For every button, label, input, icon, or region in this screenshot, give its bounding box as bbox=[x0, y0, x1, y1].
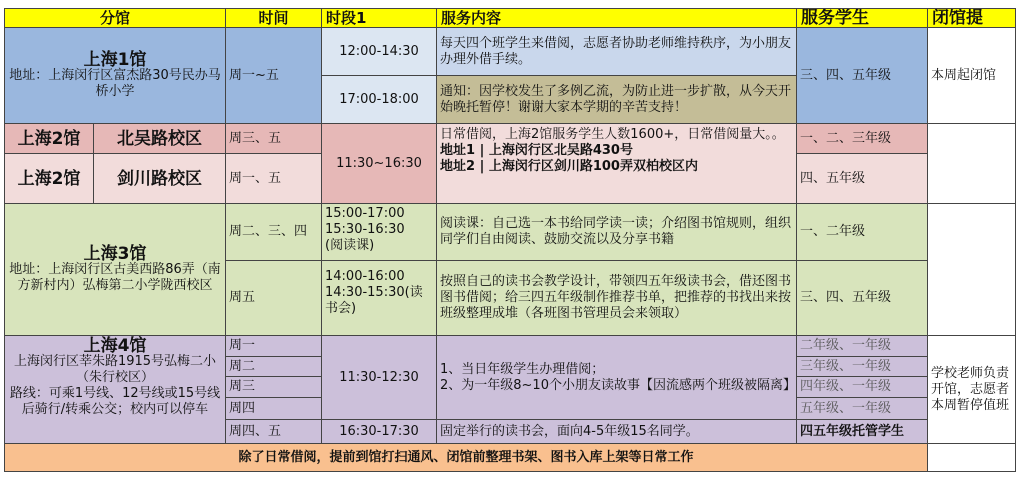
shanghai4-branch-cell[interactable] bbox=[4, 336, 226, 444]
header-closing[interactable]: 闭馆提 bbox=[928, 8, 1016, 28]
shanghai1-service2[interactable]: 通知：因学校发生了多例乙流，为防止进一步扩散，从今天开始晚托暂停！谢谢大家本学期的辛苦支持！ bbox=[437, 76, 797, 124]
shanghai2-row2-name[interactable]: 上海2馆 bbox=[4, 154, 94, 204]
shanghai4-slot2[interactable]: 16:30-17:30 bbox=[322, 420, 437, 444]
footer-empty-cell[interactable] bbox=[928, 444, 1016, 472]
shanghai4-closing[interactable]: 学校老师负责开馆，志愿者本周暂停值班 bbox=[928, 336, 1016, 444]
shanghai3-service1[interactable]: 阅读课：自己选一本书给同学读一读；介绍图书馆规则，组织同学们自由阅读、鼓励交流以及分享书籍 bbox=[437, 204, 797, 261]
shanghai2-service-cell[interactable] bbox=[437, 124, 797, 204]
shanghai1-name: 上海1馆 bbox=[83, 49, 147, 70]
header-period[interactable]: 时段1 bbox=[322, 8, 437, 28]
shanghai1-students[interactable]: 三、四、五年级 bbox=[797, 28, 928, 124]
shanghai1-closing[interactable]: 本周起闭馆 bbox=[928, 28, 1016, 124]
shanghai2-service: 日常借阅，上海2馆服务学生人数1600+，日常借阅量大。。 bbox=[440, 127, 785, 142]
shanghai4-days2[interactable]: 周四、五 bbox=[226, 420, 322, 444]
header-students[interactable]: 服务学生 bbox=[797, 8, 928, 28]
shanghai2-row2-students[interactable]: 四、五年级 bbox=[797, 154, 928, 204]
shanghai3-slot2b: 14:30-15:30(读书会) bbox=[325, 285, 423, 316]
shanghai4-service1-cell[interactable] bbox=[437, 336, 797, 420]
shanghai3-branch-cell[interactable] bbox=[4, 204, 226, 336]
shanghai3-service2[interactable]: 按照自己的读书会教学设计，带领四五年级读书会，借还图书图书借阅；给三四五年级制作推荐书单，把推荐的书找出来按班级整理成堆（各班图书管理员会来领取） bbox=[437, 261, 797, 336]
shanghai3-closing[interactable] bbox=[928, 204, 1016, 336]
shanghai3-slot2a: 14:00-16:00 bbox=[325, 269, 405, 284]
shanghai3-slot1c: (阅读课) bbox=[325, 238, 375, 253]
shanghai4-name: 上海4馆 bbox=[83, 336, 147, 356]
shanghai2-addr1: 地址1 | 上海闵行区北吴路430号 bbox=[440, 143, 633, 158]
shanghai4-service1b: 2、为一年级8~10个小朋友读故事【因流感两个班级被隔离】 bbox=[440, 377, 796, 393]
shanghai3-students1[interactable]: 一、二年级 bbox=[797, 204, 928, 261]
shanghai4-grade-4[interactable]: 五年级、一年级 bbox=[797, 398, 928, 420]
shanghai3-days1[interactable]: 周二、三、四 bbox=[226, 204, 322, 261]
shanghai1-days[interactable]: 周一~五 bbox=[226, 28, 322, 124]
shanghai4-service2[interactable]: 固定举行的读书会，面向4-5年级15名同学。 bbox=[437, 420, 797, 444]
shanghai2-closing[interactable] bbox=[928, 124, 1016, 204]
shanghai3-slot2-cell[interactable] bbox=[322, 261, 437, 336]
shanghai4-grade-1[interactable]: 二年级、一年级 bbox=[797, 336, 928, 357]
shanghai1-slot2[interactable]: 17:00-18:00 bbox=[322, 76, 437, 124]
shanghai3-slot1-cell[interactable] bbox=[322, 204, 437, 261]
shanghai4-day-4[interactable]: 周四 bbox=[226, 398, 322, 420]
header-branch[interactable]: 分馆 bbox=[4, 8, 226, 28]
shanghai3-days2[interactable]: 周五 bbox=[226, 261, 322, 336]
shanghai1-service1[interactable]: 每天四个班学生来借阅，志愿者协助老师维持秩序，为小朋友办理外借手续。 bbox=[437, 28, 797, 76]
header-time[interactable]: 时间 bbox=[226, 8, 322, 28]
shanghai1-address: 地址：上海闵行区富杰路30号民办马桥小学 bbox=[9, 67, 221, 99]
shanghai4-slot1[interactable]: 11:30-12:30 bbox=[322, 336, 437, 420]
shanghai2-slot[interactable]: 11:30~16:30 bbox=[322, 124, 437, 204]
shanghai2-row1-campus[interactable]: 北吴路校区 bbox=[94, 124, 226, 154]
shanghai4-day-2[interactable]: 周二 bbox=[226, 357, 322, 377]
shanghai2-row1-students[interactable]: 一、二、三年级 bbox=[797, 124, 928, 154]
header-service[interactable]: 服务内容 bbox=[437, 8, 797, 28]
shanghai4-address: 上海闵行区莘朱路1915号弘梅二小（朱行校区） bbox=[13, 354, 217, 385]
shanghai2-row2-campus[interactable]: 剑川路校区 bbox=[94, 154, 226, 204]
shanghai2-row1-name[interactable]: 上海2馆 bbox=[4, 124, 94, 154]
footer-note[interactable]: 除了日常借阅，提前到馆打扫通风、闭馆前整理书架、图书入库上架等日常工作 bbox=[4, 444, 928, 472]
shanghai3-slot1a: 15:00-17:00 bbox=[325, 206, 405, 221]
shanghai4-route: 路线：可乘1号线、12号线或15号线后骑行/转乘公交；校内可以停车 bbox=[9, 386, 221, 417]
shanghai4-students2[interactable]: 四五年级托管学生 bbox=[797, 420, 928, 444]
shanghai1-slot1[interactable]: 12:00-14:30 bbox=[322, 28, 437, 76]
shanghai4-grade-2[interactable]: 三年级、一年级 bbox=[797, 357, 928, 377]
shanghai3-address: 地址：上海闵行区古美西路86弄（南方新村内）弘梅第二小学陇西校区 bbox=[9, 261, 221, 293]
shanghai2-row2-days[interactable]: 周一、五 bbox=[226, 154, 322, 204]
shanghai4-day-1[interactable]: 周一 bbox=[226, 336, 322, 357]
shanghai4-grade-3[interactable]: 四年级、一年级 bbox=[797, 377, 928, 398]
shanghai3-slot1b: 15:30-16:30 bbox=[325, 222, 405, 237]
shanghai4-service1a: 1、当日年级学生办理借阅； bbox=[440, 361, 605, 377]
shanghai1-branch-cell[interactable] bbox=[4, 28, 226, 124]
shanghai2-addr2: 地址2 | 上海闵行区剑川路100弄双柏校区内 bbox=[440, 159, 698, 174]
shanghai4-day-3[interactable]: 周三 bbox=[226, 377, 322, 398]
shanghai3-name: 上海3馆 bbox=[83, 243, 147, 264]
shanghai2-row1-days[interactable]: 周三、五 bbox=[226, 124, 322, 154]
shanghai3-students2[interactable]: 三、四、五年级 bbox=[797, 261, 928, 336]
